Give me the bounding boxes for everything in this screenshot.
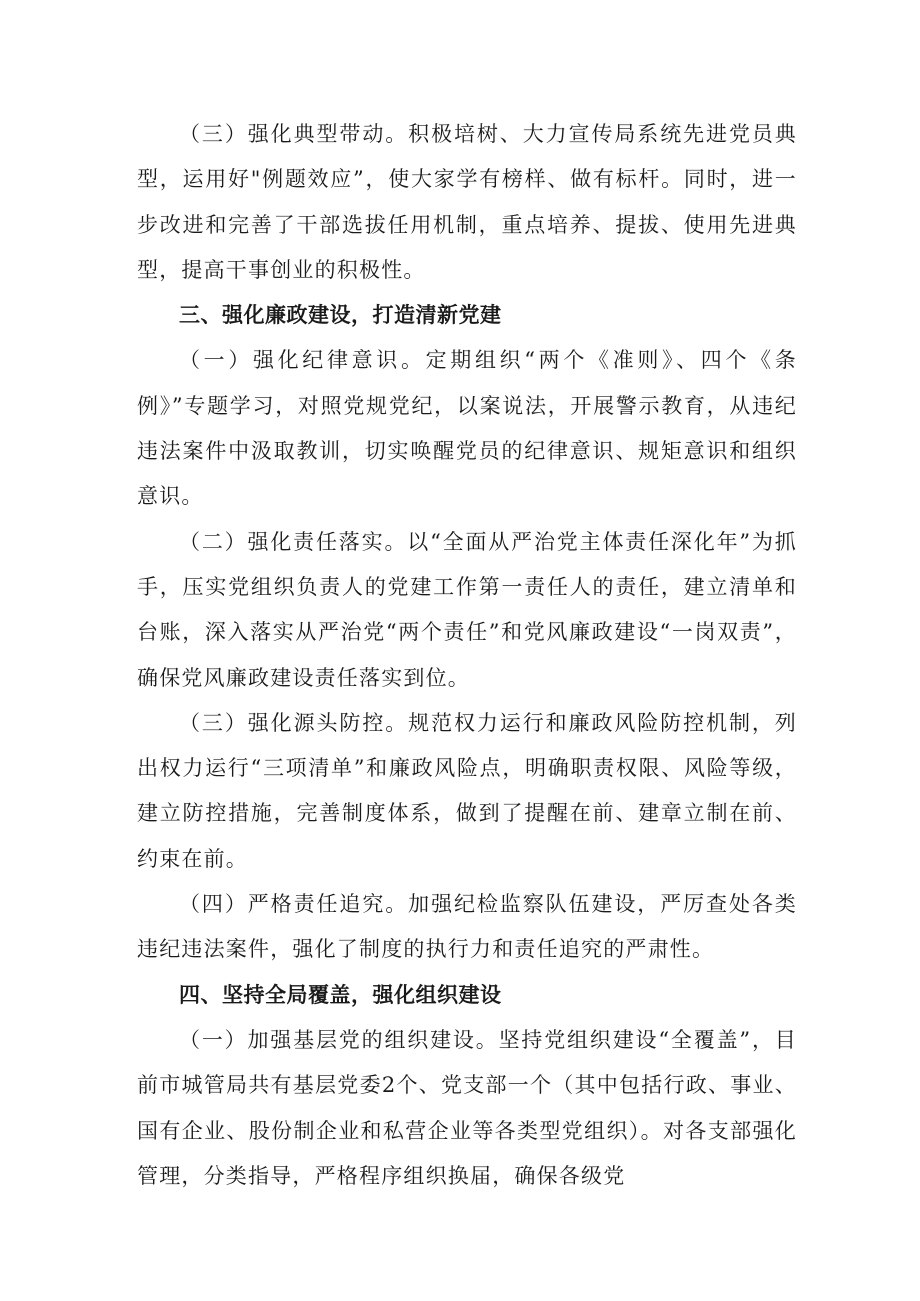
section-heading-integrity: 三、强化廉政建设，打造清新党建 [179, 303, 502, 328]
document-body [137, 112, 797, 1199]
paragraph-typical-models: （三）强化典型带动。积极培树、大力宣传局系统先进党员典型，运用好"例题效应”，使大家学有榜样、做有标杆。同时，进一步改进和完善了干部选拔任用机制，重点培养、提拔、使用先进典型，提高干事创业的积极性。 [137, 122, 797, 282]
paragraph-accountability: （四）严格责任追究。加强纪检监察队伍建设，严厉查处各类违纪违法案件，强化了制度的执行力和责任追究的严肃性。 [137, 892, 797, 962]
paragraph-grassroots-organization: （一）加强基层党的组织建设。坚持党组织建设“全覆盖”，目前市城管局共有基层党委2个、党支部一个（其中包括行政、事业、国有企业、股份制企业和私营企业等各类型党组织）。对各支部强化管理，分类指导，严格程序组织换届，确保各级党 [137, 1027, 797, 1188]
section-heading-organization: 四、坚持全局覆盖，强化组织建设 [179, 982, 502, 1007]
paragraph-source-control: （三）强化源头防控。规范权力运行和廉政风险防控机制，列出权力运行“三项清单”和廉政风险点，明确职责权限、风险等级，建立防控措施，完善制度体系，做到了提醒在前、建章立制在前、约束在前。 [137, 710, 797, 871]
paragraph-discipline-awareness: （一）强化纪律意识。定期组织“两个《准则》、四个《条例》”专题学习，对照党规党纪，以案说法，开展警示教育，从违纪违法案件中汲取教训，切实唤醒党员的纪律意识、规矩意识和组织意识。 [137, 348, 797, 509]
paragraph-responsibility-implementation: （二）强化责任落实。以“全面从严治党主体责任深化年”为抓手，压实党组织负责人的党建工作第一责任人的责任，建立清单和台账，深入落实从严治党“两个责任”和党风廉政建设“一岗双责”，确保党风廉政建设责任落实到位。 [137, 529, 797, 690]
